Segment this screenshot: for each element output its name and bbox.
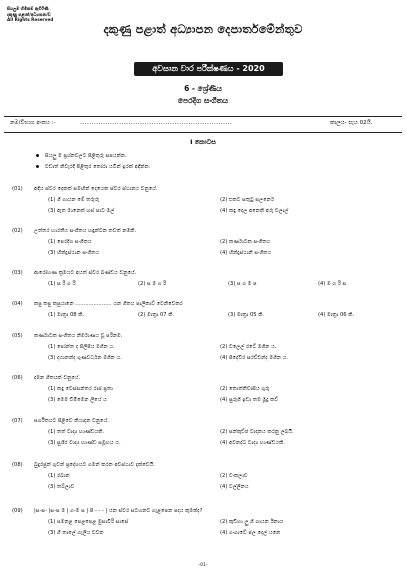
option-3[interactable]: (3) හින්දුස්ථාන සංගීතය (48, 250, 100, 256)
option-4[interactable]: (4) සුරුගි ඉඩා තම මූදු කව් (220, 397, 279, 403)
option-2[interactable]: (2) වංකලාව (220, 473, 248, 479)
question-number: (07) (12, 418, 23, 424)
option-2[interactable]: (2) ස ම ග රි (138, 281, 167, 287)
subject-label: පෙරදිග සංගීතය (177, 96, 229, 105)
copyright-line: සියලුම හිමිකම් ඇවිරිණි (7, 6, 49, 11)
option-1[interactable]: (1) ගී ගායන මේ තරුරු (48, 197, 100, 203)
instruction-item: සියලු ම ප්‍රශ්නවලට පිළිතුරු සපයන්න. (36, 153, 127, 160)
question-stem: සර්ගීතයට පිළිවෙ කියාදන වනුයේ. (34, 418, 109, 424)
candidate-info-row (0, 117, 406, 131)
name-fill-dots: .................................................................. (80, 119, 233, 126)
option-4[interactable]: (4) මාත්‍රා 06 කි. (318, 312, 355, 318)
option-2[interactable]: (2) කර්ණාටක සංගීතය (220, 239, 271, 245)
question-number: (01) (12, 186, 23, 192)
option-1[interactable]: (1) ස රි ග රි (48, 281, 76, 287)
department-title: දකුණු පළාත් අධ්‍යාපන දෙපාර්තමේන්තුව (103, 22, 303, 36)
bullet-icon (36, 165, 39, 168)
option-1[interactable]: (1) රබාන (48, 473, 70, 479)
instruction-item: වඩාත් නිවැරදි පිළිතුර තෝරා යටින් ඉරක් අඳින්න. (36, 164, 151, 171)
option-4[interactable]: (4) ම ග රි ස (318, 281, 347, 287)
option-1[interactable]: (1) පෙරදිග සංගීතය (48, 239, 92, 245)
question-number: (08) (12, 462, 23, 468)
option-1[interactable]: (1) මාත්‍රා 08 කි. (48, 312, 85, 318)
question-stem: බුදුරජුන් ගුවන් ප්‍රදේශයට ගමන් කරන අවස්ථාව දැක්වෙයි. (34, 462, 155, 468)
part-title: I කොටස (190, 138, 216, 146)
option-2[interactable]: (2) වලෙල් රටේ මගින ය. (220, 344, 277, 350)
question-stem: උත්තර භාරතීය සංගීතය හඳුන්වන තවත් නමකි. (34, 228, 137, 234)
option-3[interactable]: (3) ඇත මානෙක් හස් පාට මල් (48, 208, 115, 214)
question-number: (04) (12, 301, 23, 307)
question-stem: කපු කපු කපුයානෙ ...................... යන ගීතය පාලිකාව් වෙනිවෙකර (34, 301, 183, 307)
option-2[interactable]: (2) මාත්‍රා 07 කි. (138, 312, 175, 318)
question-number: (03) (12, 270, 23, 276)
question-number: (06) (12, 375, 23, 381)
option-4[interactable]: (4) කඳු දෙල අනෙකි අරු වලාල් (220, 208, 289, 214)
option-3[interactable]: (3) සුශිර වාද්‍ය භාණ්ඩ සමූහය ය. (48, 440, 121, 446)
option-4[interactable]: (4) වල්ලිනය (220, 484, 249, 490)
question-stem: අඳිය ස්වර දෙකක් සමඟින් දෙයෙක ස්වර ස්ථානය වනුයේ. (34, 186, 158, 192)
question-stem: |ස-ස- |ස-ස ම | ග-ම ස | පි - - - | යන ස්වර සටහනට ගැළපෙන පදය කුමක්ද? (34, 508, 203, 514)
option-3[interactable]: (3) මෙම විමිමෙන ලියේ ය (48, 397, 107, 403)
option-2[interactable]: (2) එකට සතුටු සලනෙර් (220, 197, 274, 203)
question-stem: දමන ගීතයක් වනුයේ. (34, 375, 81, 381)
option-2[interactable]: (2) සන්කුච්ඡ වාදනය කරනු ලබයි. (220, 429, 294, 435)
bullet-icon (36, 154, 39, 157)
question-stem: ආරෝහණ ක්‍රමයට අයත් ස්වර ඛණ්ඩය වනුයේ. (34, 270, 137, 276)
option-3[interactable]: (3) ගී තාලේ ගැලිය වවන (48, 530, 104, 536)
option-2[interactable]: (2) තොත්තිවාසිය ගුරු (220, 386, 270, 392)
option-4[interactable]: (4) අවනද්ධ වාද්‍ය භාණ්ඩයකි. (220, 440, 285, 446)
copyright-line: දකුණු පළාත්/අධ්‍යාපන/ඩ (7, 11, 51, 17)
question-number: (05) (12, 333, 23, 339)
option-2[interactable]: (2) කුඩිහා ලු ගී ගායන ඊනාය (220, 519, 284, 525)
option-1[interactable]: (1) පෝන්ත ද පිලිපිය මගින ය. (48, 344, 115, 350)
option-3[interactable]: (3) දයානන්ද ගුණවර්ධන මගින ය. (48, 355, 122, 361)
copyright-block (7, 6, 53, 23)
name-index-label: නම/විභාග අංකය :- (10, 120, 56, 126)
divider-bottom (4, 132, 402, 133)
grade-label: 6 - ශ්‍රේණිය (184, 84, 222, 93)
question-number: (02) (12, 228, 23, 234)
question-number: (09) (12, 508, 23, 514)
option-4[interactable]: (4) ගංගාවේ ජල දෙල් යනෙ (220, 530, 281, 536)
page-number: -01- (198, 563, 208, 568)
time-allowed-label: කාලය- පැය 02යි. (330, 120, 373, 126)
option-1[interactable]: (1) තත් වාද්‍ය භාණ්ඩයකි. (48, 429, 105, 435)
option-1[interactable]: (1) සමනළ පෙළපෙළ මුසාවිරි සාසේ (48, 519, 129, 525)
term-test-banner: අවසාන වාර පරීක්ෂණය - 2020 (134, 62, 283, 76)
question-stem: කර්ණාටක සංගීතය නිර්මාණය වූ පරිනම. (34, 333, 123, 339)
option-4[interactable]: (4) හින්දුස්ථානි සංගීතය (220, 250, 272, 256)
copyright-line: All Rights Reserved (7, 17, 54, 23)
option-4[interactable]: (4) පිදේවීර සරච්චන්ද මගින ය. (220, 355, 289, 361)
option-3[interactable]: (3) මාත්‍රා 05 කි. (228, 312, 265, 318)
option-1[interactable]: (1) කඳු වෙස්සන්තර රාජ ප්‍රතා (48, 386, 113, 392)
option-3[interactable]: (3) තබ්ලාව (48, 484, 75, 490)
option-3[interactable]: (3) ස ග ම ප (228, 281, 257, 287)
